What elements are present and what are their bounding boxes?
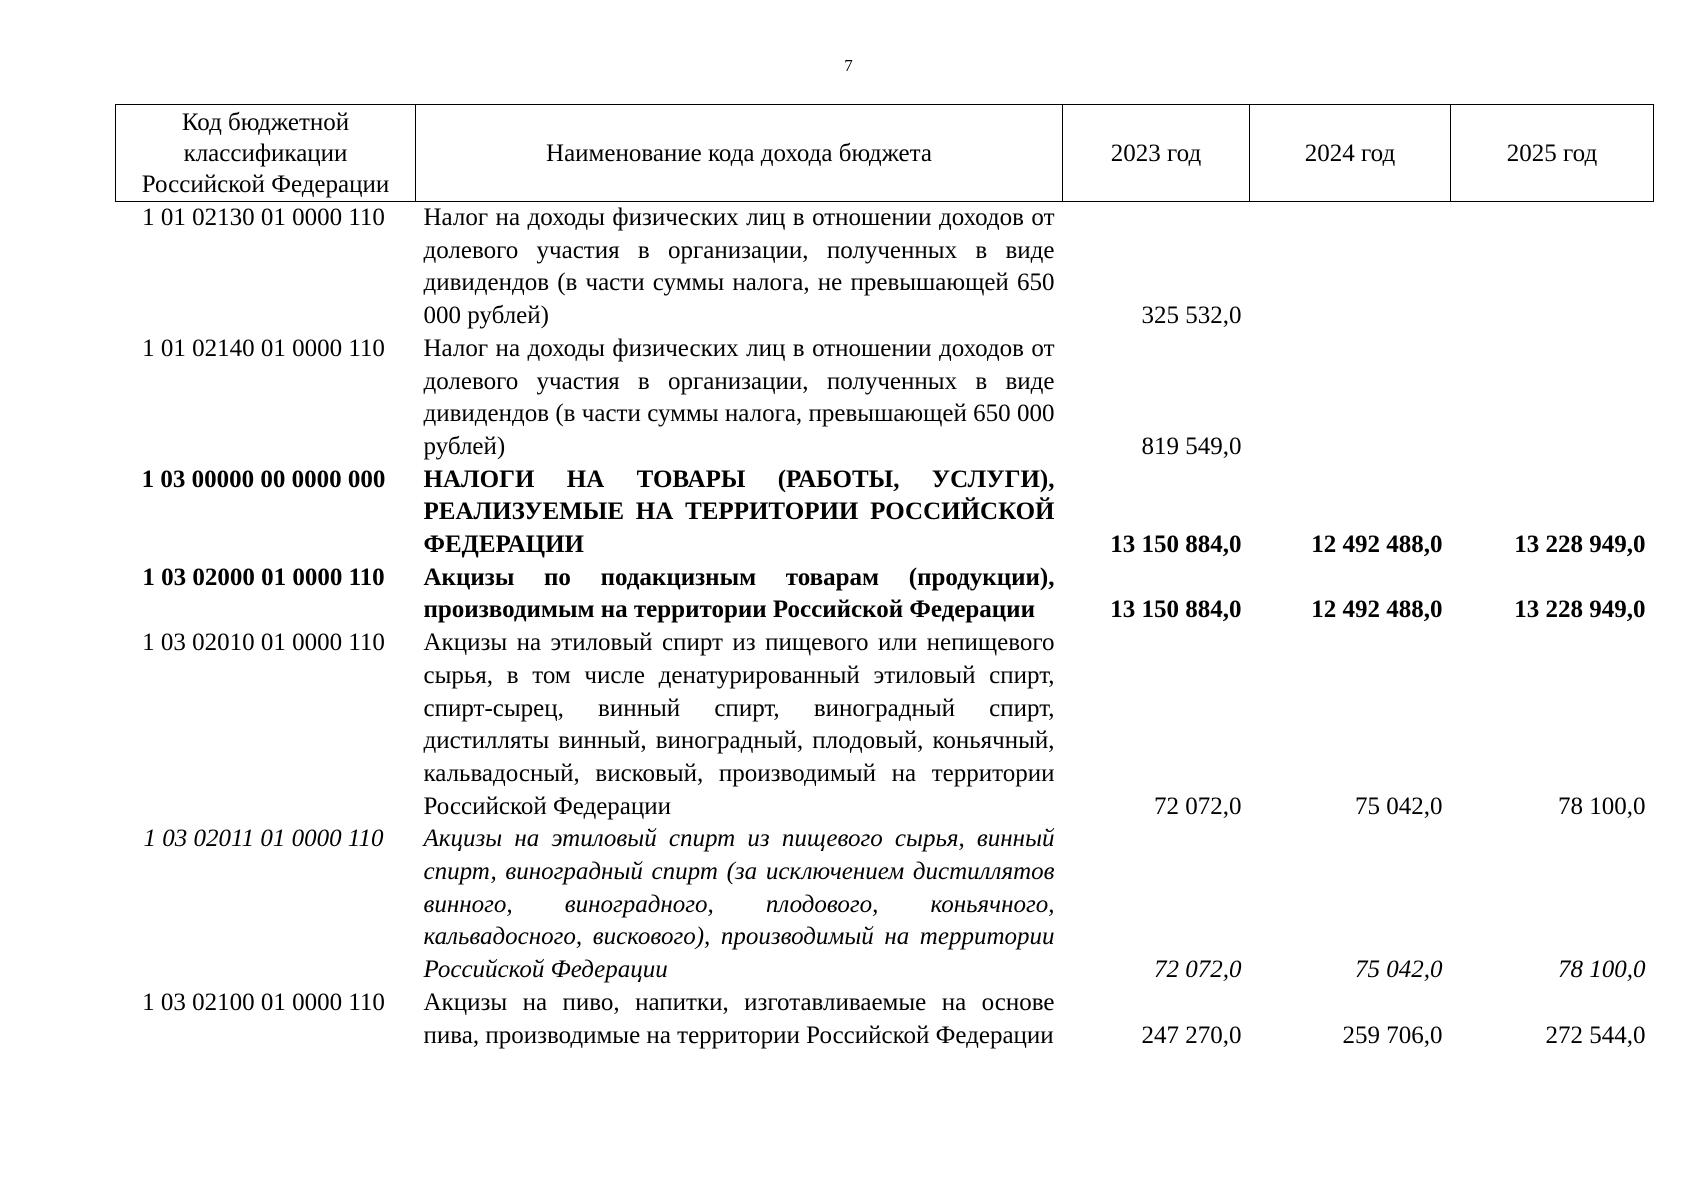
row-value-2025: 272 544,0	[1545, 1021, 1646, 1049]
header-name: Наименование кода дохода бюджета	[416, 105, 1063, 202]
row-code: 1 01 02130 01 0000 110	[142, 204, 385, 231]
row-value-2025	[1451, 202, 1654, 333]
budget-revenue-table	[115, 104, 1654, 1052]
row-name: Акцизы по подакцизным товарам (продукции), производимым на территории Российской Федерации	[423, 563, 1055, 624]
row-value-2024: 75 042,0	[1355, 956, 1443, 984]
row-value-2025	[1451, 333, 1654, 464]
row-value-2024	[1250, 202, 1451, 333]
row-name: Налог на доходы физических лиц в отношении доходов от долевого участия в организации, полученных в виде дивидендов (в части суммы налога, не превышающей 650 000 рублей)	[423, 204, 1055, 330]
row-value-2024: 75 042,0	[1355, 792, 1443, 820]
row-value-2025: 78 100,0	[1558, 956, 1646, 984]
header-2024: 2024 год	[1250, 105, 1451, 202]
row-name: Налог на доходы физических лиц в отношении доходов от долевого участия в организации, полученных в виде дивидендов (в части суммы налога, превышающей 650 000 рублей)	[423, 334, 1055, 460]
row-value-2025: 13 228 949,0	[1514, 596, 1646, 624]
row-name: НАЛОГИ НА ТОВАРЫ (РАБОТЫ, УСЛУГИ), РЕАЛИЗУЕМЫЕ НА ТЕРРИТОРИИ РОССИЙСКОЙ ФЕДЕРАЦИИ	[423, 465, 1055, 559]
row-code: 1 03 02010 01 0000 110	[142, 629, 385, 657]
table-row	[116, 987, 1654, 1052]
header-2023: 2023 год	[1063, 105, 1250, 202]
header-code: Код бюджетной классификации Российской Федерации	[116, 105, 416, 202]
row-value-2024: 259 706,0	[1342, 1021, 1443, 1049]
table-row	[116, 464, 1654, 562]
row-value-2024: 12 492 488,0	[1311, 596, 1443, 624]
row-code: 1 01 02140 01 0000 110	[142, 334, 385, 362]
row-name: Акцизы на пиво, напитки, изготавливаемые на основе пива, производимые на территории Российской Федерации	[423, 988, 1055, 1049]
table-row	[116, 823, 1654, 987]
table-row	[116, 562, 1654, 627]
row-value-2023: 13 150 884,0	[1110, 531, 1242, 559]
row-code: 1 03 02011 01 0000 110	[143, 825, 384, 853]
header-row	[116, 105, 1654, 202]
table-body	[116, 202, 1654, 1053]
row-name: Акцизы на этиловый спирт из пищевого или непищевого сырья, в том числе денатурированный этиловый спирт, спирт-сырец, винный спирт, виноградный спирт, дистилляты винный, виноградный, плодовый, коньячный, кальвадосный, висковый, производимый на территории Российской Федерации	[423, 629, 1055, 820]
row-value-2023: 247 270,0	[1141, 1021, 1242, 1049]
table-row	[116, 333, 1654, 464]
table-header	[116, 105, 1654, 202]
table-row	[116, 202, 1654, 333]
row-value-2023: 72 072,0	[1154, 792, 1242, 820]
row-value-2024: 12 492 488,0	[1311, 531, 1443, 559]
row-name: Акцизы на этиловый спирт из пищевого сырья, винный спирт, виноградный спирт (за исключением дистиллятов винного, виноградного, плодового, коньячного, кальвадосного, вискового), производимый на территории Российской Федерации	[423, 825, 1055, 984]
row-code: 1 03 02000 01 0000 110	[142, 563, 385, 591]
table-row	[116, 627, 1654, 823]
row-code: 1 03 00000 00 0000 000	[141, 465, 386, 493]
header-2025: 2025 год	[1451, 105, 1654, 202]
row-value-2025: 13 228 949,0	[1514, 531, 1646, 559]
row-code: 1 03 02100 01 0000 110	[142, 988, 385, 1016]
row-value-2023: 13 150 884,0	[1110, 596, 1242, 624]
page-number: 7	[844, 56, 853, 75]
row-value-2023: 325 532,0	[1141, 302, 1242, 330]
row-value-2025: 78 100,0	[1558, 792, 1646, 820]
row-value-2023: 819 549,0	[1141, 432, 1242, 460]
row-value-2024	[1250, 333, 1451, 464]
row-value-2023: 72 072,0	[1154, 956, 1242, 984]
